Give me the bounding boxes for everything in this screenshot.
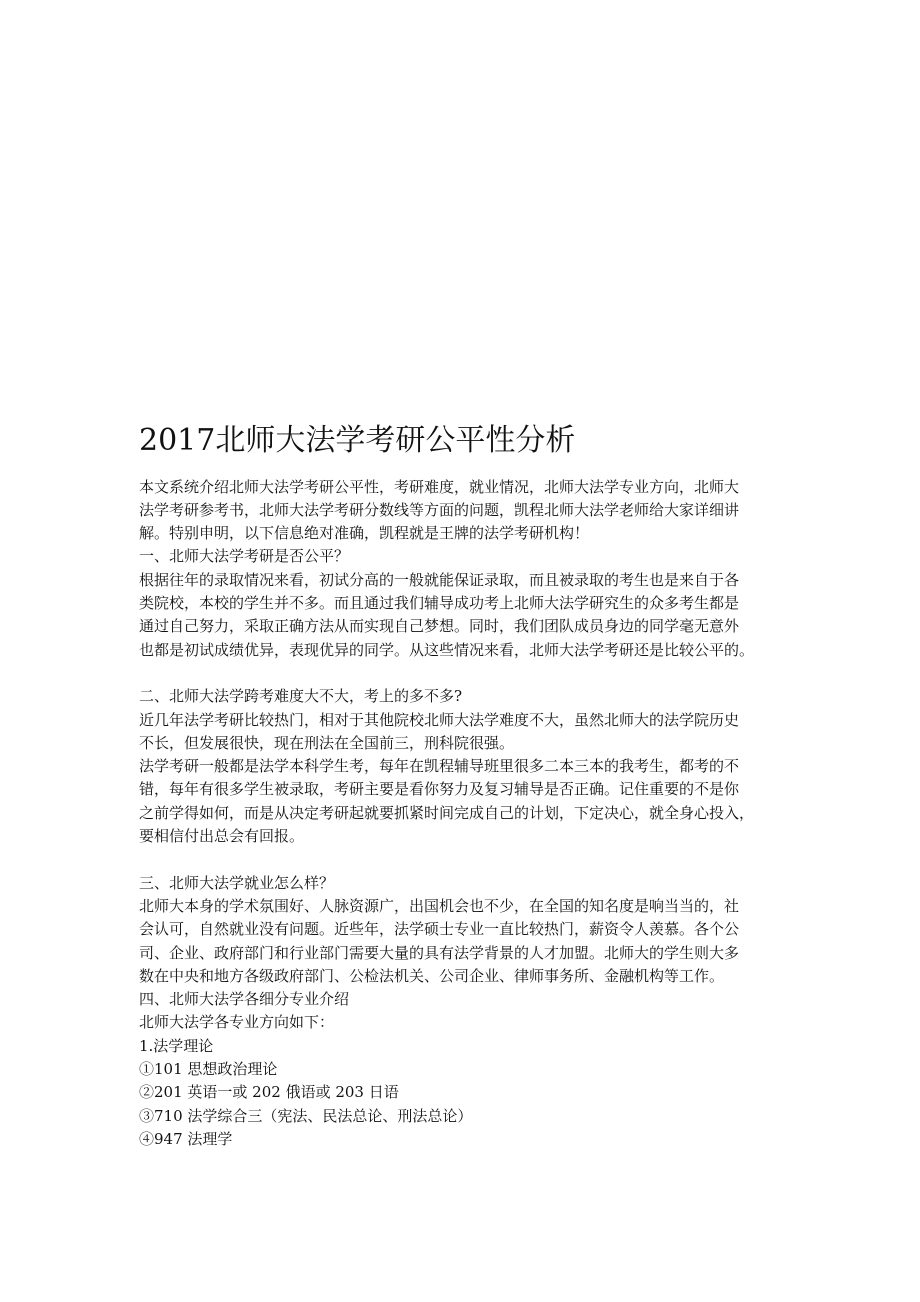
intro-paragraph [139, 476, 784, 546]
text-line: 法学考研参考书，北师大法学考研分数线等方面的问题，凯程北师大法学老师给大家详细讲 [139, 500, 740, 519]
text-line: 近几年法学考研比较热门，相对于其他院校北师大法学难度不大，虽然北师大的法学院历史 [139, 710, 740, 729]
text-line: 会认可，自然就业没有问题。近些年，法学硕士专业一直比较热门，薪资令人羡慕。各个公 [139, 920, 740, 939]
text-line: 通过自己努力，采取正确方法从而实现自己梦想。同时，我们团队成员身边的同学毫无意外 [139, 617, 740, 636]
text-line: 要相信付出总会有回报。 [139, 827, 305, 846]
text-line: 之前学得如何，而是从决定考研起就要抓紧时间完成自己的计划，下定决心，就全身心投入， [139, 803, 755, 822]
exam-subject-item: ①101 思想政治理论 [139, 1060, 278, 1079]
section-heading-employment: 三、北师大法学就业怎么样？ [139, 873, 335, 892]
blank-line [139, 662, 784, 685]
exam-subject-item: ②201 英语一或 202 俄语或 203 日语 [139, 1083, 399, 1102]
major-title: 1.法学理论 [139, 1036, 214, 1055]
text-line: 本文系统介绍北师大法学考研公平性，考研难度，就业情况，北师大法学专业方向，北师大 [139, 477, 740, 496]
text-line: 法学考研一般都是法学本科学生考，每年在凯程辅导班里很多二本三本的我考生，都考的不 [139, 757, 740, 776]
document-title: 2017北师大法学考研公平性分析 [139, 423, 576, 458]
blank-line [139, 848, 784, 871]
text-line: 司、企业、政府部门和行业部门需要大量的具有法学背景的人才加盟。北师大的学生则大多 [139, 943, 740, 962]
document-body [139, 423, 784, 1151]
employment-paragraph [139, 895, 784, 988]
text-line: 北师大本身的学术氛围好、人脉资源广，出国机会也不少，在全国的知名度是响当当的，社 [139, 896, 740, 915]
majors-intro: 北师大法学各专业方向如下： [139, 1013, 335, 1032]
section-heading-majors: 四、北师大法学各细分专业介绍 [139, 990, 350, 1009]
section-heading-fairness: 一、北师大法学考研是否公平？ [139, 547, 350, 566]
difficulty-paragraph-2 [139, 755, 784, 848]
text-line: 解。特别申明，以下信息绝对准确，凯程就是王牌的法学考研机构！ [139, 524, 590, 543]
text-line: 根据往年的录取情况来看，初试分高的一般就能保证录取，而且被录取的考生也是来自于各 [139, 570, 740, 589]
text-line: 错，每年有很多学生被录取，考研主要是看你努力及复习辅导是否正确。记住重要的不是你 [139, 780, 740, 799]
exam-subject-item: ③710 法学综合三（宪法、民法总论、刑法总论） [139, 1106, 473, 1125]
text-line: 数在中央和地方各级政府部门、公检法机关、公司企业、律师事务所、金融机构等工作。 [139, 966, 725, 985]
exam-subject-list [139, 1058, 784, 1151]
section-heading-difficulty: 二、北师大法学跨考难度大不大，考上的多不多? [139, 687, 463, 706]
fairness-paragraph [139, 569, 784, 662]
difficulty-paragraph-1 [139, 709, 784, 756]
exam-subject-item: ④947 法理学 [139, 1129, 233, 1148]
text-line: 不长，但发展很快，现在刑法在全国前三，刑科院很强。 [139, 733, 515, 752]
text-line: 也都是初试成绩优异，表现优异的同学。从这些情况来看，北师大法学考研还是比较公平的。 [139, 640, 755, 659]
text-line: 类院校，本校的学生并不多。而且通过我们辅导成功考上北师大法学研究生的众多考生都是 [139, 594, 740, 613]
